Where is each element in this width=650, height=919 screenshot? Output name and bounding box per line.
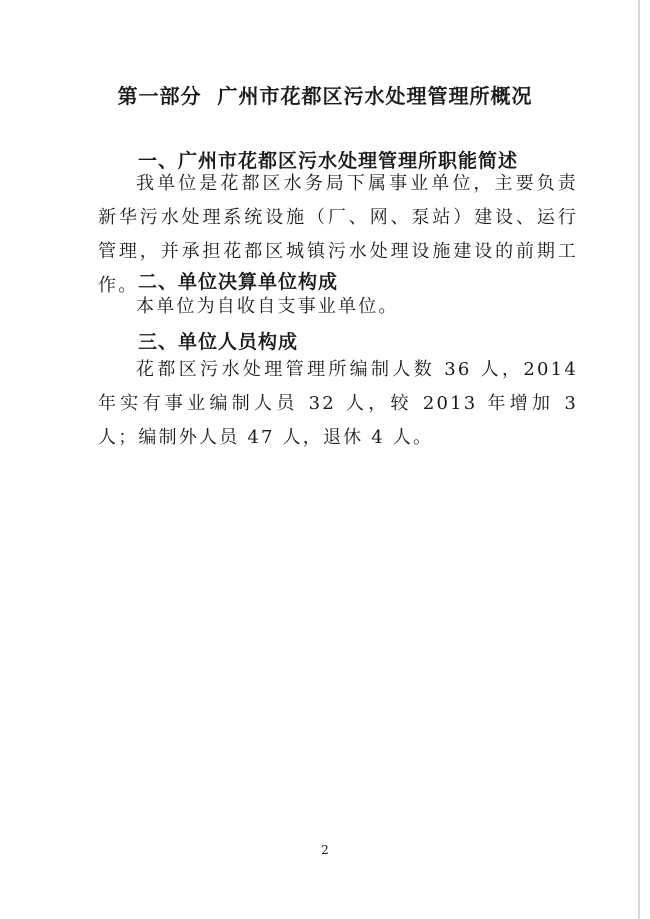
section-body-2: 本单位为自收自支事业单位。	[136, 296, 399, 317]
document-title	[0, 80, 650, 109]
section-body-3: 花都区污水处理管理所编制人数 36 人，2014 年实有事业编制人员 32 人，较 2013 年增加 3 人；编制外人员 47 人，退休 4 人。	[98, 359, 578, 448]
title-part-label: 第一部分	[117, 84, 202, 108]
section-body-1: 我单位是花都区水务局下属事业单位，主要负责新华污水处理系统设施（厂、网、泵站）建设、运行管理，并承担花都区城镇污水处理设施建设的前期工作。	[98, 173, 578, 296]
section-heading-2: 二、单位决算单位构成	[138, 271, 339, 293]
title-text: 广州市花都区污水处理管理所概况	[217, 84, 533, 108]
page-number: 2	[321, 843, 329, 857]
section-heading-1: 一、广州市花都区污水处理管理所职能简述	[138, 150, 519, 172]
section-heading-3: 三、单位人员构成	[138, 331, 299, 353]
scan-edge-line	[638, 0, 640, 919]
